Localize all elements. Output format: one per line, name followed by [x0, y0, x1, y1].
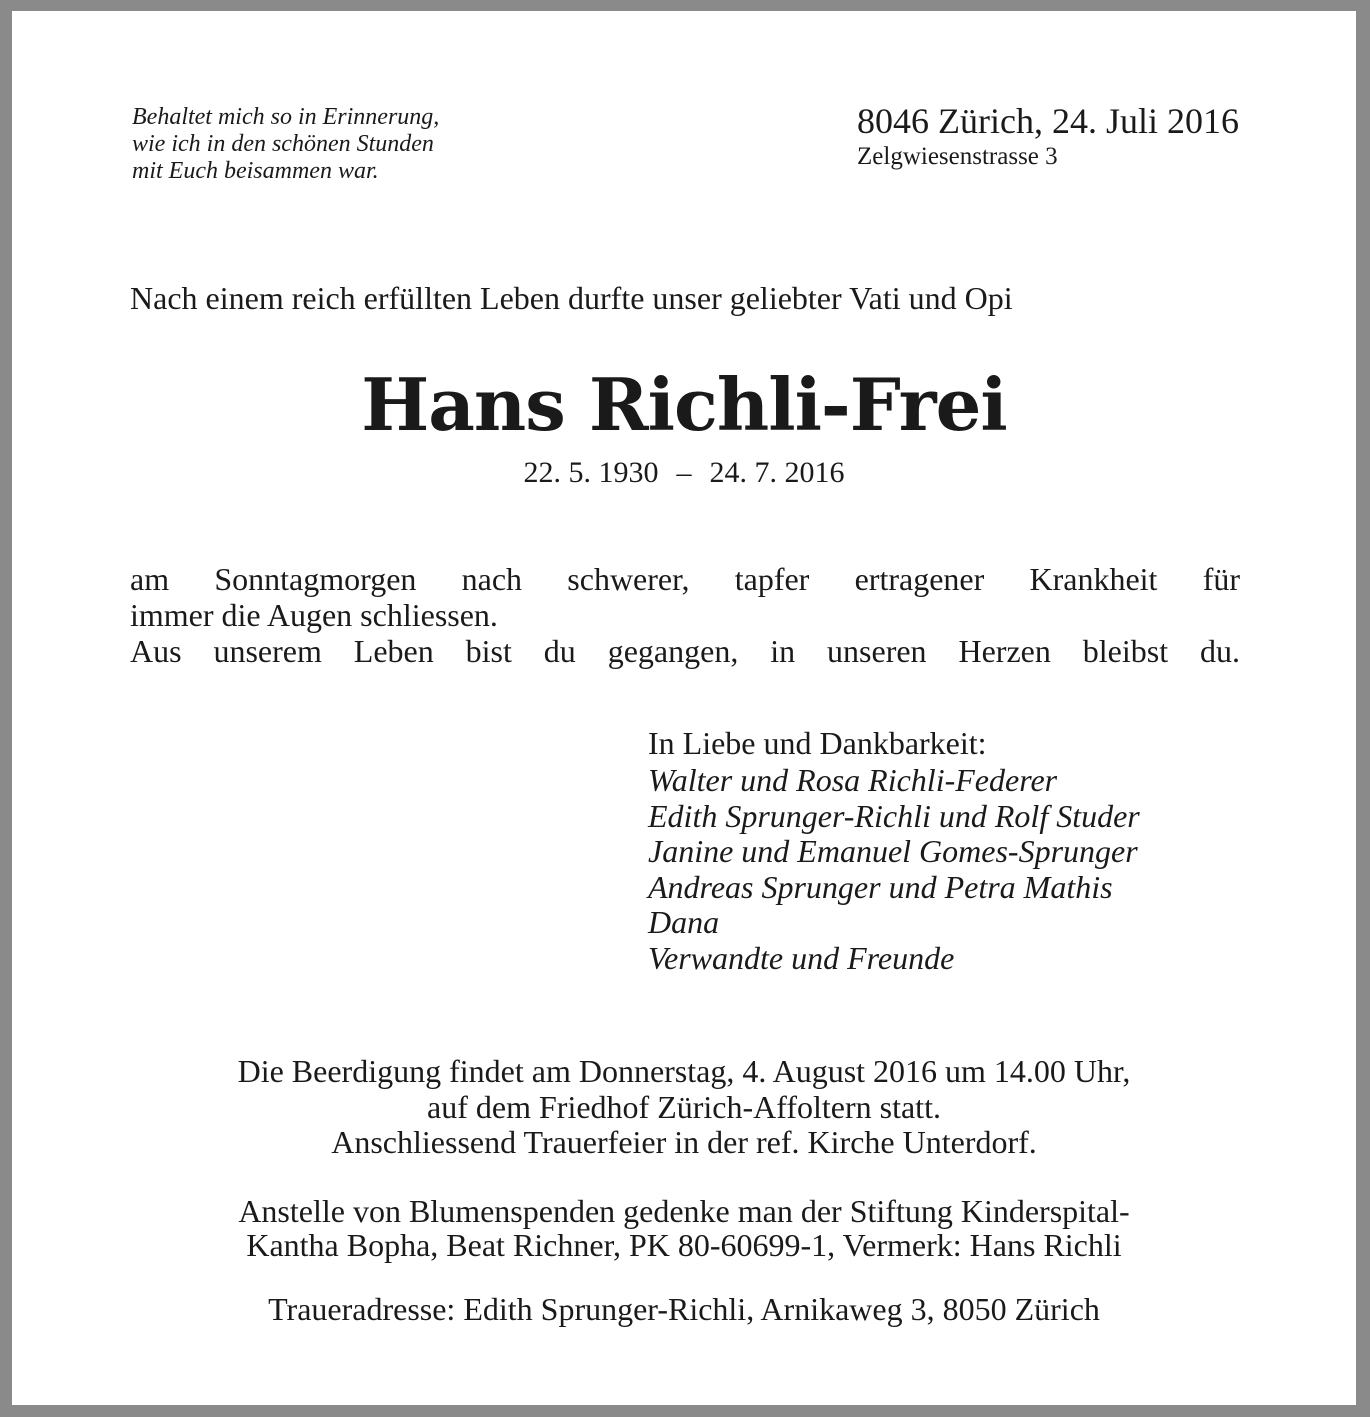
- mourners-block: [648, 723, 1248, 977]
- birth-date: 22. 5. 1930: [523, 456, 659, 489]
- motto-line: wie ich in den schönen Stunden: [132, 131, 434, 157]
- place-and-date: [857, 101, 1239, 173]
- deceased-name: Hans Richli-Frei: [361, 362, 1007, 447]
- message-line: immer die Augen schliessen.: [130, 597, 498, 633]
- mourner-name: Andreas Sprunger und Petra Mathis: [648, 868, 1113, 905]
- motto-line: Behaltet mich so in Erinnerung,: [132, 104, 440, 130]
- funeral-line: Die Beerdigung findet am Donnerstag, 4. August 2016 um 14.00 Uhr,: [237, 1053, 1131, 1089]
- funeral-line: Anschliessend Trauerfeier in der ref. Kirche Unterdorf.: [331, 1124, 1037, 1160]
- message-paragraph: [130, 561, 1240, 669]
- mourners-heading: In Liebe und Dankbarkeit:: [648, 725, 987, 761]
- obituary-page: [12, 11, 1356, 1405]
- street-address: Zelgwiesenstrasse 3: [857, 143, 1058, 170]
- mourning-address: Traueradresse: Edith Sprunger-Richli, Arnikaweg 3, 8050 Zürich: [268, 1291, 1100, 1327]
- date-separator: –: [676, 456, 692, 489]
- mourner-name: Edith Sprunger-Richli und Rolf Studer: [648, 797, 1140, 834]
- message-line: am Sonntagmorgen nach schwerer, tapfer ertragener Krankheit für: [130, 561, 1240, 597]
- mourner-name: Dana: [648, 904, 720, 941]
- motto-line: mit Euch beisammen war.: [132, 158, 379, 184]
- message-line: Aus unserem Leben bist du gegangen, in unseren Herzen bleibst du.: [130, 633, 1240, 669]
- donation-line: Anstelle von Blumenspenden gedenke man der Stiftung Kinderspital-: [238, 1193, 1130, 1229]
- donation-line: Kantha Bopha, Beat Richner, PK 80-60699-1, Vermerk: Hans Richli: [246, 1227, 1122, 1263]
- intro-text: Nach einem reich erfüllten Leben durfte unser geliebter Vati und Opi: [130, 280, 1013, 316]
- motto-quote: [132, 104, 552, 185]
- funeral-info: [12, 1054, 1356, 1161]
- donation-info: [12, 1194, 1356, 1262]
- mourner-name: Janine und Emanuel Gomes-Sprunger: [648, 833, 1138, 870]
- mourner-name: Walter und Rosa Richli-Federer: [648, 762, 1058, 798]
- mourner-name: Verwandte und Freunde: [648, 939, 955, 976]
- place-date: 8046 Zürich, 24. Juli 2016: [857, 101, 1239, 141]
- funeral-line: auf dem Friedhof Zürich-Affoltern statt.: [427, 1088, 941, 1125]
- life-dates: [12, 455, 1356, 491]
- death-date: 24. 7. 2016: [709, 456, 845, 489]
